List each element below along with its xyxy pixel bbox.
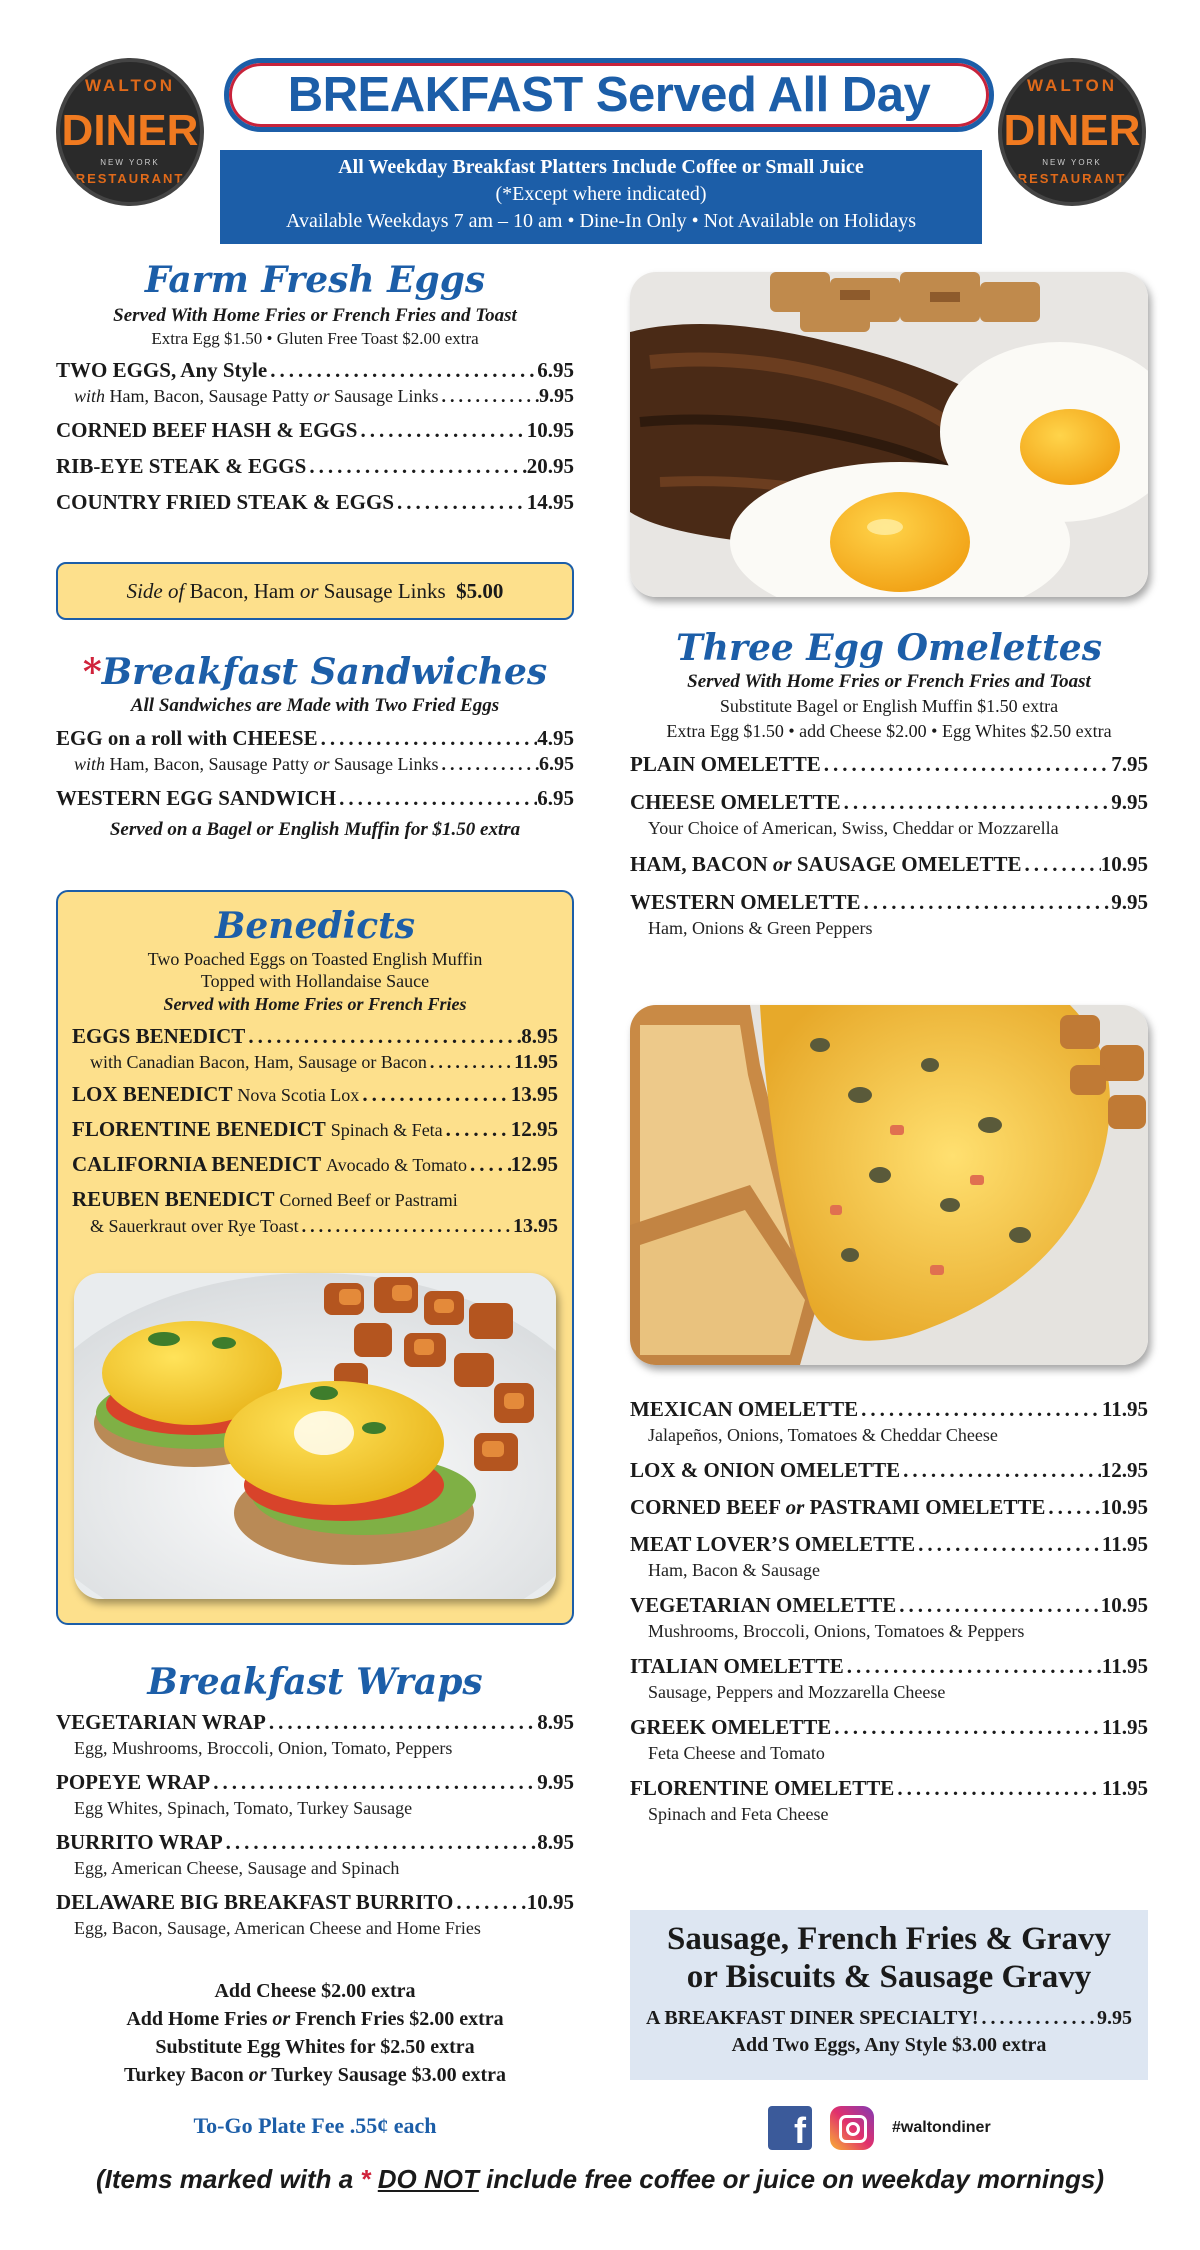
menu-item (630, 2004, 1148, 2032)
page-title-box (224, 58, 994, 132)
item-name: CALIFORNIA BENEDICT Avocado & Tomato (72, 1152, 468, 1176)
leader-dots (900, 1456, 1101, 1484)
item-description: Sausage, Peppers and Mozzarella Cheese (648, 1682, 946, 1702)
leader-dots (858, 1395, 1102, 1423)
item-name: CORNED BEEF or PASTRAMI OMELETTE (630, 1495, 1046, 1519)
menu-item (630, 1774, 1148, 1802)
menu-item (630, 1493, 1148, 1521)
leader-dots (438, 752, 539, 776)
omelette-substitute: Substitute Bagel or English Muffin $1.50 extra (719, 696, 1059, 716)
footer-note: (Items marked with a * DO NOT include free coffee or juice on weekday mornings) (95, 2164, 1105, 2194)
menu-item (72, 1185, 558, 1214)
logo-main-text: DINER (1003, 106, 1141, 155)
leader-dots (438, 384, 539, 408)
leader-dots (394, 488, 527, 516)
item-price: 9.95 (1097, 2007, 1132, 2029)
menu-item (72, 1022, 558, 1050)
leader-dots (1022, 850, 1101, 878)
page-title: BREAKFAST Served All Day (287, 68, 931, 122)
item-price: 14.95 (526, 490, 574, 514)
side-text: Side of Bacon, Ham or Sausage Links $5.00 (126, 578, 504, 603)
item-description: Egg Whites, Spinach, Tomato, Turkey Sausage (74, 1798, 413, 1818)
item-price: 4.95 (537, 726, 574, 750)
item-price: 12.95 (510, 1117, 558, 1141)
item-price: 9.95 (539, 385, 574, 407)
logo-city-text: NEW YORK (100, 158, 160, 167)
leader-dots (453, 1888, 526, 1916)
leader-dots (267, 356, 537, 384)
item-name: MEXICAN OMELETTE (630, 1397, 859, 1421)
menu-item (56, 1768, 574, 1796)
item-name: BURRITO WRAP (56, 1830, 223, 1854)
menu-item (630, 1591, 1148, 1619)
menu-item (630, 1395, 1148, 1423)
menu-item (72, 1115, 558, 1144)
steak-eggs-photo (630, 272, 1148, 597)
leader-dots (336, 784, 537, 812)
eggs-benedict-image (74, 1273, 556, 1599)
item-name: ITALIAN OMELETTE (630, 1654, 844, 1678)
logo-top-text: WALTON (84, 76, 176, 95)
leader-dots (223, 1828, 538, 1856)
leader-dots (357, 416, 526, 444)
item-name: FLORENTINE BENEDICT Spinach & Feta (72, 1117, 443, 1141)
item-price: 20.95 (526, 454, 574, 478)
item-price: 6.95 (539, 753, 574, 775)
leader-dots (915, 1530, 1102, 1558)
leader-dots (427, 1050, 514, 1074)
menu-item (630, 1713, 1148, 1741)
item-name: REUBEN BENEDICT Corned Beef or Pastrami (72, 1187, 458, 1211)
addon-line: Add Cheese $2.00 extra (214, 1980, 416, 2002)
item-name: PLAIN OMELETTE (630, 752, 821, 776)
item-name: EGG on a roll with CHEESE (56, 726, 318, 750)
section-title: *Breakfast Sandwiches (82, 651, 548, 693)
item-name: LOX BENEDICT Nova Scotia Lox (72, 1082, 360, 1106)
item-name: WESTERN OMELETTE (630, 890, 861, 914)
menu-item (630, 750, 1148, 778)
item-price: 10.95 (1100, 1495, 1148, 1519)
menu-item (56, 784, 574, 812)
item-description: Egg, Mushrooms, Broccoli, Onion, Tomato, Peppers (74, 1738, 453, 1758)
item-price: 12.95 (510, 1152, 558, 1176)
leader-dots (359, 1080, 510, 1108)
item-description: Your Choice of American, Swiss, Cheddar or Mozzarella (648, 818, 1059, 838)
item-price: 8.95 (537, 1830, 574, 1854)
item-name: LOX & ONION OMELETTE (630, 1458, 901, 1482)
item-price: 8.95 (537, 1710, 574, 1734)
item-price: 6.95 (537, 786, 574, 810)
item-name: TWO EGGS, Any Style (56, 358, 268, 382)
specialty-heading-1: Sausage, French Fries & Gravy (667, 1921, 1111, 1957)
farm-fresh-eggs-section (56, 258, 574, 516)
item-name: with Ham, Bacon, Sausage Patty or Sausage Links (74, 386, 439, 406)
hashtag: #waltondiner (892, 2119, 991, 2136)
item-name: DELAWARE BIG BREAKFAST BURRITO (56, 1890, 454, 1914)
leader-dots (467, 1150, 511, 1178)
logo-top-text: WALTON (1026, 76, 1118, 95)
omelette-extras: Extra Egg $1.50 • add Cheese $2.00 • Egg Whites $2.50 extra (666, 721, 1112, 741)
breakfast-sandwiches-section (56, 650, 574, 842)
item-name: CHEESE OMELETTE (630, 790, 841, 814)
leader-dots (299, 1214, 513, 1238)
leader-dots (821, 750, 1111, 778)
specialty-heading-2: or Biscuits & Sausage Gravy (686, 1959, 1092, 1995)
instagram-icon[interactable] (830, 2106, 874, 2150)
info-line-2: (*Except where indicated) (495, 183, 707, 205)
item-name: WESTERN EGG SANDWICH (56, 786, 337, 810)
menu-item (56, 1888, 574, 1916)
leader-dots (844, 1652, 1102, 1680)
menu-item-option (56, 752, 574, 776)
item-price: 11.95 (1101, 1776, 1148, 1800)
item-name: with Canadian Bacon, Ham, Sausage or Bacon (90, 1052, 427, 1072)
item-description: Ham, Bacon & Sausage (648, 1560, 820, 1580)
menu-item (56, 356, 574, 384)
leader-dots (443, 1115, 511, 1143)
menu-item (56, 452, 574, 480)
item-name: FLORENTINE OMELETTE (630, 1776, 895, 1800)
menu-item-option (56, 384, 574, 408)
steak-and-eggs-image (630, 272, 1148, 597)
menu-item (56, 1708, 574, 1736)
availability-banner (220, 150, 982, 244)
item-name: VEGETARIAN WRAP (56, 1710, 266, 1734)
item-price: 10.95 (1100, 1593, 1148, 1617)
wrap-addons (56, 1977, 574, 2089)
section-subtitle: All Sandwiches are Made with Two Fried Eggs (130, 695, 500, 716)
leader-dots (245, 1022, 521, 1050)
section-subtitle: Served With Home Fries or French Fries and Toast (687, 671, 1091, 692)
item-price: 9.95 (1111, 790, 1148, 814)
diner-logo-left (56, 58, 204, 206)
item-price: 10.95 (1100, 852, 1148, 876)
social-links (768, 2106, 991, 2150)
item-description: Mushrooms, Broccoli, Onions, Tomatoes & Peppers (648, 1621, 1025, 1641)
menu-item (56, 488, 574, 516)
diner-logo-right (998, 58, 1146, 206)
item-price: 11.95 (514, 1051, 558, 1073)
item-name: POPEYE WRAP (56, 1770, 211, 1794)
menu-item-option (72, 1050, 558, 1074)
menu-item (630, 850, 1148, 878)
section-title: Benedicts (214, 905, 416, 947)
item-name: VEGETARIAN OMELETTE (630, 1593, 897, 1617)
addon-line: Add Home Fries or French Fries $2.00 extra (126, 2008, 504, 2030)
addon-line: Substitute Egg Whites for $2.50 extra (155, 2036, 475, 2058)
leader-dots (841, 788, 1112, 816)
item-price: 11.95 (1101, 1397, 1148, 1421)
logo-main-text: DINER (61, 106, 199, 155)
leader-dots (979, 2004, 1098, 2032)
to-go-fee: To-Go Plate Fee .55¢ each (193, 2113, 437, 2138)
info-line-1: All Weekday Breakfast Platters Include Coffee or Small Juice (338, 156, 864, 178)
menu-item (630, 1530, 1148, 1558)
item-price: 11.95 (1101, 1532, 1148, 1556)
specialty-extra: Add Two Eggs, Any Style $3.00 extra (731, 2034, 1047, 2056)
item-price: 13.95 (513, 1215, 558, 1237)
menu-item (56, 724, 574, 752)
leader-dots (860, 888, 1111, 916)
item-name: MEAT LOVER’S OMELETTE (630, 1532, 916, 1556)
facebook-icon[interactable]: f (768, 2106, 812, 2150)
item-price: 10.95 (526, 418, 574, 442)
item-name: A BREAKFAST DINER SPECIALTY! (646, 2007, 979, 2029)
section-title: Farm Fresh Eggs (144, 259, 486, 301)
menu-item (630, 888, 1148, 916)
section-title: Three Egg Omelettes (676, 627, 1102, 669)
item-price: 9.95 (1111, 890, 1148, 914)
menu-item (56, 1828, 574, 1856)
leader-dots (306, 452, 526, 480)
item-price: 10.95 (526, 1890, 574, 1914)
item-price: 9.95 (537, 1770, 574, 1794)
leader-dots (896, 1591, 1101, 1619)
leader-dots (1045, 1493, 1100, 1521)
gravy-specialty-box (630, 1910, 1148, 2080)
info-line-3: Available Weekdays 7 am – 10 am • Dine-In Only • Not Available on Holidays (285, 210, 917, 232)
item-price: 12.95 (1100, 1458, 1148, 1482)
sandwich-note: Served on a Bagel or English Muffin for $1.50 extra (109, 819, 521, 840)
section-title: Breakfast Wraps (147, 1661, 483, 1703)
item-description: Egg, American Cheese, Sausage and Spinach (74, 1858, 400, 1878)
menu-item (56, 416, 574, 444)
item-name: COUNTRY FRIED STEAK & EGGS (56, 490, 395, 514)
item-description: Ham, Onions & Green Peppers (648, 918, 873, 938)
omelette-image (630, 1005, 1148, 1365)
leader-dots (894, 1774, 1102, 1802)
item-name: CORNED BEEF HASH & EGGS (56, 418, 358, 442)
section-subtitle: Served With Home Fries or French Fries and Toast (113, 305, 517, 326)
menu-item (72, 1150, 558, 1179)
logo-bottom-text: RESTAURANT (1017, 171, 1127, 186)
eggs-benedict-photo (74, 1273, 556, 1599)
item-name: HAM, BACON or SAUSAGE OMELETTE (630, 852, 1022, 876)
benedict-line-2: Topped with Hollandaise Sauce (200, 971, 430, 991)
menu-item (72, 1080, 558, 1109)
leader-dots (210, 1768, 537, 1796)
breakfast-wraps-section (56, 1660, 574, 1940)
item-description: Spinach and Feta Cheese (648, 1804, 829, 1824)
logo-bottom-text: RESTAURANT (75, 171, 185, 186)
section-extras: Extra Egg $1.50 • Gluten Free Toast $2.00 extra (151, 329, 479, 348)
item-name: GREEK OMELETTE (630, 1715, 832, 1739)
item-description: Egg, Bacon, Sausage, American Cheese and Home Fries (74, 1918, 481, 1938)
item-name: with Ham, Bacon, Sausage Patty or Sausage Links (74, 754, 439, 774)
omelette-photo (630, 1005, 1148, 1365)
item-price: 13.95 (510, 1082, 558, 1106)
item-description: Jalapeños, Onions, Tomatoes & Cheddar Cheese (648, 1425, 998, 1445)
leader-dots (318, 724, 538, 752)
leader-dots (831, 1713, 1102, 1741)
item-price: 11.95 (1101, 1715, 1148, 1739)
item-name: EGGS BENEDICT (72, 1024, 246, 1048)
menu-item-option (72, 1214, 558, 1238)
benedict-line-3: Served with Home Fries or French Fries (163, 994, 467, 1014)
item-price: 6.95 (537, 358, 574, 382)
addon-line: Turkey Bacon or Turkey Sausage $3.00 extra (123, 2064, 507, 2086)
menu-item (630, 1456, 1148, 1484)
leader-dots (266, 1708, 537, 1736)
omelettes-list-continued (630, 1395, 1148, 1826)
three-egg-omelettes-section (630, 626, 1148, 940)
item-price: 8.95 (521, 1024, 558, 1048)
logo-city-text: NEW YORK (1042, 158, 1102, 167)
item-name: RIB-EYE STEAK & EGGS (56, 454, 307, 478)
menu-item (630, 1652, 1148, 1680)
benedict-line-1: Two Poached Eggs on Toasted English Muffin (147, 949, 483, 969)
side-bacon-box (56, 562, 574, 620)
item-price: 7.95 (1111, 752, 1148, 776)
item-name: & Sauerkraut over Rye Toast (90, 1216, 299, 1236)
item-price: 11.95 (1101, 1654, 1148, 1678)
menu-item (630, 788, 1148, 816)
item-description: Feta Cheese and Tomato (648, 1743, 825, 1763)
